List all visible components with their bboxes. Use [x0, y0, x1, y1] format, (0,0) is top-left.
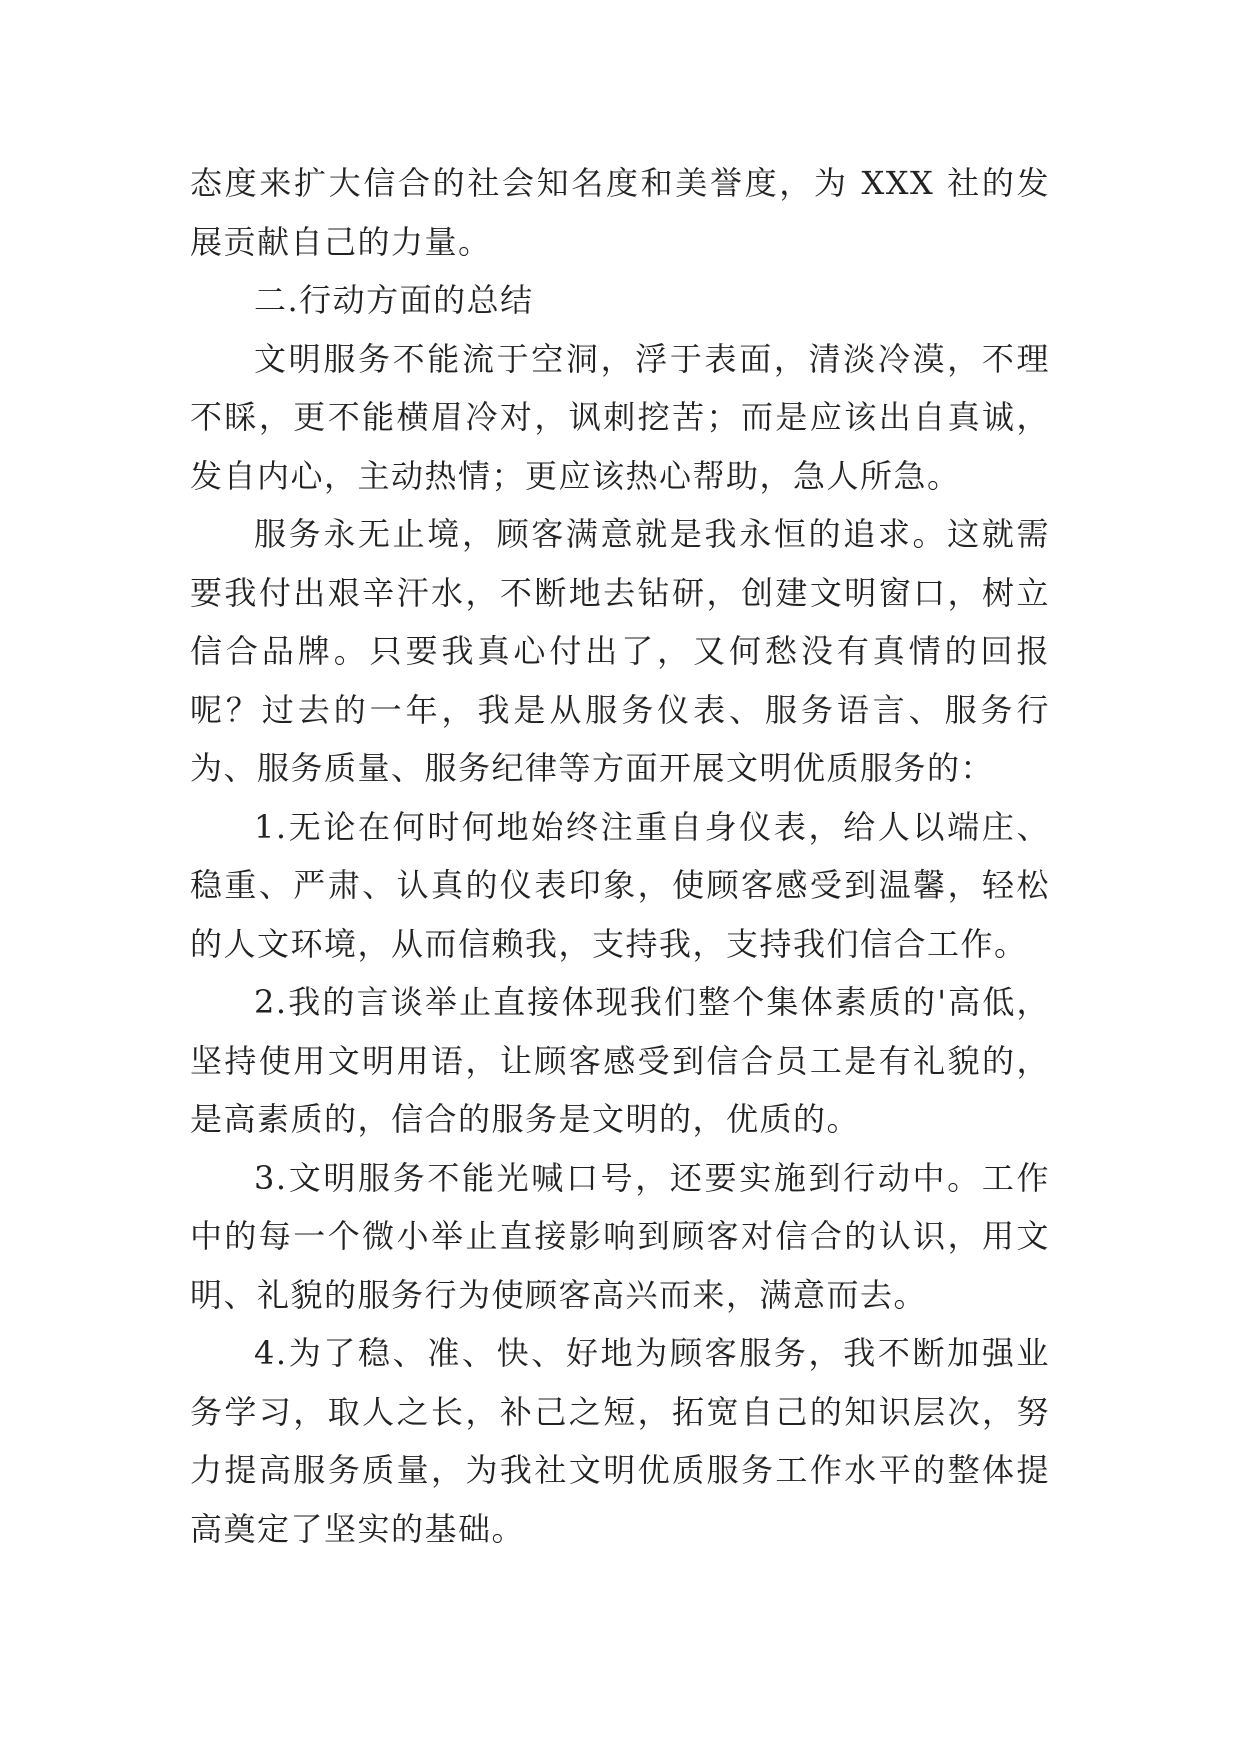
list-item-2: 2.我的言谈举止直接体现我们整个集体素质的'高低，坚持使用文明用语，让顾客感受到信合员工是有礼貌的，是高素质的，信合的服务是文明的，优质的。: [190, 983, 1050, 1138]
paragraph-3: 服务永无止境，顾客满意就是我永恒的追求。这就需要我付出艰辛汗水，不断地去钻研，创建文明窗口，树立信合品牌。只要我真心付出了，又何愁没有真情的回报呢？过去的一年，我是从服务仪表、服务语言、服务行为、服务质量、服务纪律等方面开展文明优质服务的：: [190, 515, 1050, 787]
paragraph-2: 文明服务不能流于空洞，浮于表面，清淡冷漠，不理不睬，更不能横眉冷对，讽刺挖苦；而是应该出自真诚，发自内心，主动热情；更应该热心帮助，急人所急。: [190, 339, 1050, 495]
paragraph-1: 态度来扩大信合的社会知名度和美誉度，为 XXX 社的发展贡献自己的力量。: [190, 164, 1050, 261]
list-item-4: 4.为了稳、准、快、好地为顾客服务，我不断加强业务学习，取人之长，补己之短，拓宽自己的知识层次，努力提高服务质量，为我社文明优质服务工作水平的整体提高奠定了坚实的基础。: [190, 1334, 1050, 1548]
list-item-1: 1.无论在何时何地始终注重自身仪表，给人以端庄、稳重、严肃、认真的仪表印象，使顾客感受到温馨，轻松的人文环境，从而信赖我，支持我，支持我们信合工作。: [190, 807, 1050, 963]
section-heading: 二.行动方面的总结: [254, 281, 534, 319]
list-item-3: 3.文明服务不能光喊口号，还要实施到行动中。工作中的每一个微小举止直接影响到顾客对信合的认识，用文明、礼貌的服务行为使顾客高兴而来，满意而去。: [190, 1158, 1050, 1314]
document-body: [190, 154, 1050, 1558]
